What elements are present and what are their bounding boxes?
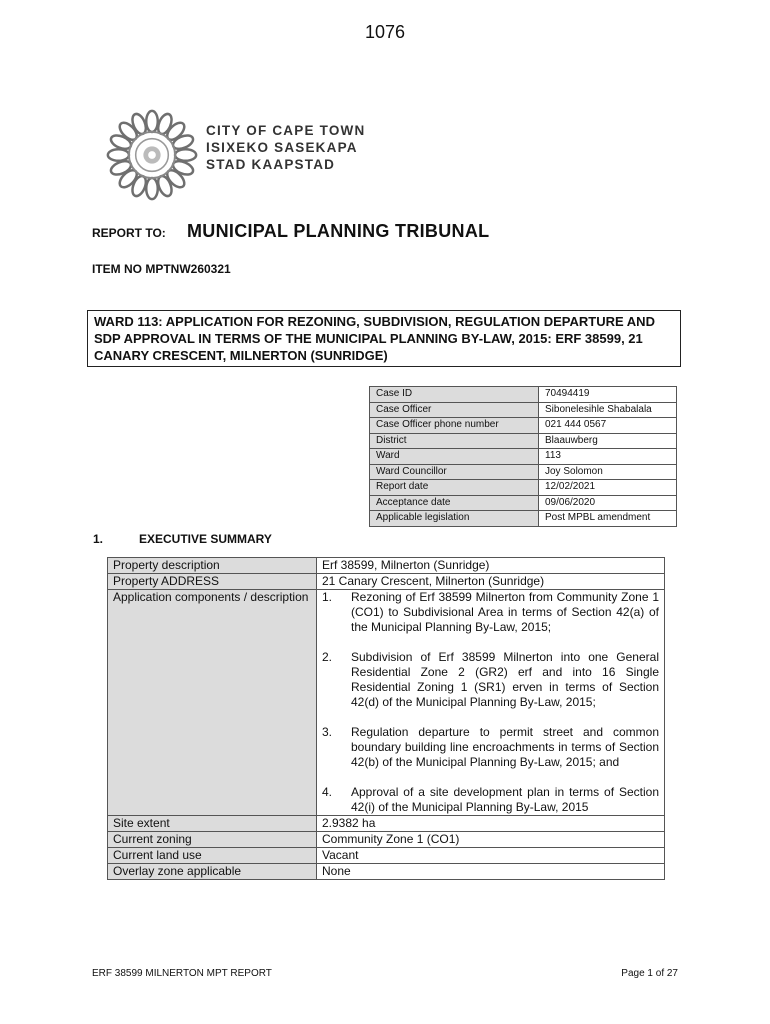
case-field-value: Post MPBL amendment xyxy=(539,511,677,527)
report-to-value: MUNICIPAL PLANNING TRIBUNAL xyxy=(187,221,490,241)
case-field-label: District xyxy=(370,433,539,449)
case-field-label: Case Officer xyxy=(370,402,539,418)
component-number: 2. xyxy=(322,650,333,664)
executive-summary-table xyxy=(107,557,665,880)
case-field-label: Ward Councillor xyxy=(370,464,539,480)
current-land-use-value: Vacant xyxy=(317,848,665,864)
section-title: EXECUTIVE SUMMARY xyxy=(139,532,272,546)
logo-text-line-3: STAD KAAPSTAD xyxy=(206,157,336,172)
case-field-label: Report date xyxy=(370,480,539,496)
table-row xyxy=(108,832,665,848)
component-number: 3. xyxy=(322,725,333,739)
table-row xyxy=(370,387,677,403)
logo-text-line-1: CITY OF CAPE TOWN xyxy=(206,123,366,138)
case-field-value: Blaauwberg xyxy=(539,433,677,449)
component-item xyxy=(322,785,659,815)
table-row xyxy=(370,480,677,496)
logo-text-line-2: ISIXEKO SASEKAPA xyxy=(206,140,358,155)
case-field-label: Case Officer phone number xyxy=(370,418,539,434)
logo-petal xyxy=(146,178,158,199)
overlay-zone-label: Overlay zone applicable xyxy=(108,864,317,880)
component-item xyxy=(322,650,659,710)
table-row xyxy=(108,590,665,816)
table-row xyxy=(108,816,665,832)
overlay-zone-value: None xyxy=(317,864,665,880)
case-field-value: Sibonelesihle Shabalala xyxy=(539,402,677,418)
component-item xyxy=(322,590,659,635)
case-field-value: 021 444 0567 xyxy=(539,418,677,434)
component-text: Rezoning of Erf 38599 Milnerton from Community Zone 1 (CO1) to Subdivisional Area in terms of Section 42(a) of the Municipal Planning By-Law, 2015; xyxy=(351,590,659,634)
table-row xyxy=(108,558,665,574)
component-text: Subdivision of Erf 38599 Milnerton into one General Residential Zone 2 (GR2) erf and into 16 Single Residential Zoning 1 (SR1) erven in terms of Section 42(d) of the Municipal Planning By-Law, 2015; xyxy=(351,650,659,709)
case-field-value: 09/06/2020 xyxy=(539,495,677,511)
logo-petal xyxy=(146,111,158,132)
page-number: 1076 xyxy=(364,22,406,42)
city-of-cape-town-logo xyxy=(104,107,200,203)
table-row xyxy=(370,402,677,418)
case-field-label: Acceptance date xyxy=(370,495,539,511)
component-text: Regulation departure to permit street and common boundary building line encroachments in terms of Section 42(b) of the Municipal Planning By-Law, 2015; and xyxy=(351,725,659,769)
component-number: 1. xyxy=(322,590,333,604)
current-zoning-label: Current zoning xyxy=(108,832,317,848)
application-components-label: Application components / description xyxy=(108,590,317,816)
case-field-value: 12/02/2021 xyxy=(539,480,677,496)
property-description-value: Erf 38599, Milnerton (Sunridge) xyxy=(317,558,665,574)
item-number: ITEM NO MPTNW260321 xyxy=(92,262,231,276)
property-address-value: 21 Canary Crescent, Milnerton (Sunridge) xyxy=(317,574,665,590)
table-row xyxy=(108,574,665,590)
case-field-value: 70494419 xyxy=(539,387,677,403)
table-row xyxy=(108,848,665,864)
table-row xyxy=(370,418,677,434)
component-text: Approval of a site development plan in terms of Section 42(i) of the Municipal Planning By-Law, 2015 xyxy=(351,785,659,814)
table-row xyxy=(370,433,677,449)
component-item xyxy=(322,725,659,770)
table-row xyxy=(108,864,665,880)
case-field-value: Joy Solomon xyxy=(539,464,677,480)
component-number: 4. xyxy=(322,785,333,799)
property-description-label: Property description xyxy=(108,558,317,574)
table-row xyxy=(370,511,677,527)
table-row xyxy=(370,464,677,480)
case-field-label: Ward xyxy=(370,449,539,465)
application-components-list xyxy=(317,590,665,816)
logo-petal xyxy=(108,149,129,161)
case-field-label: Applicable legislation xyxy=(370,511,539,527)
case-details-table xyxy=(369,386,677,527)
case-field-value: 113 xyxy=(539,449,677,465)
site-extent-value: 2.9382 ha xyxy=(317,816,665,832)
footer-report-name: ERF 38599 MILNERTON MPT REPORT xyxy=(92,968,272,979)
case-field-label: Case ID xyxy=(370,387,539,403)
report-to-label: REPORT TO: xyxy=(92,226,166,240)
footer-page-indicator: Page 1 of 27 xyxy=(621,968,678,979)
property-address-label: Property ADDRESS xyxy=(108,574,317,590)
section-number: 1. xyxy=(93,532,104,546)
site-extent-label: Site extent xyxy=(108,816,317,832)
table-row xyxy=(370,449,677,465)
logo-petal xyxy=(175,149,196,161)
ward-heading: WARD 113: APPLICATION FOR REZONING, SUBDIVISION, REGULATION DEPARTURE AND SDP APPROVAL IN TERMS OF THE MUNICIPAL PLANNING BY-LAW, 2015: ERF 38599, 21 CANARY CRESCENT, MILNERTON (SUNRIDGE) xyxy=(87,310,681,367)
table-row xyxy=(370,495,677,511)
current-zoning-value: Community Zone 1 (CO1) xyxy=(317,832,665,848)
current-land-use-label: Current land use xyxy=(108,848,317,864)
